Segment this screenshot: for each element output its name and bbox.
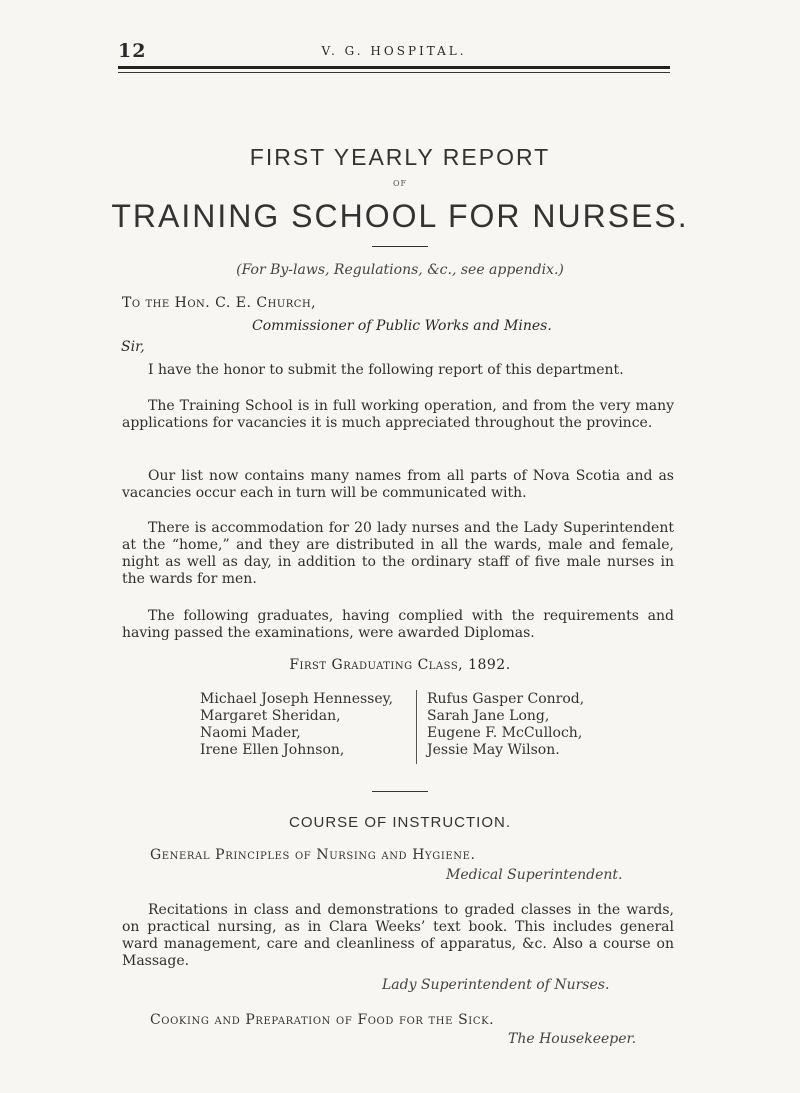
addressee: To the Hon. C. E. Church,	[122, 295, 317, 311]
page-header	[118, 40, 670, 64]
course-section-heading: Cooking and Preparation of Food for the Sick.	[150, 1012, 495, 1028]
course-section-heading: General Principles of Nursing and Hygiene.	[150, 847, 476, 863]
graduate-name: Jessie May Wilson.	[427, 742, 560, 758]
salutation: Sir,	[121, 339, 145, 355]
graduate-name: Naomi Mader,	[200, 725, 301, 741]
paragraph: The Training School is in full working operation, and from the very many applications for vacancies it is much appreciated throughout the province.	[122, 398, 674, 431]
column-divider	[416, 690, 417, 764]
graduate-name: Eugene F. McCulloch,	[427, 725, 583, 741]
graduate-name: Margaret Sheridan,	[200, 708, 341, 724]
graduate-name: Rufus Gasper Conrod,	[427, 691, 585, 707]
section-divider	[372, 791, 428, 792]
graduate-name: Irene Ellen Johnson,	[200, 742, 345, 758]
course-heading: COURSE OF INSTRUCTION.	[288, 814, 511, 831]
course-section-text: Recitations in class and demonstrations to graded classes in the wards, on practical nursing, as in Clara Weeks’ text book. This includes general ward management, care and cleanliness of apparatus, &c. Also a course on Massage.	[122, 902, 674, 969]
page-number: 12	[118, 40, 147, 62]
course-section-instructor: The Housekeeper.	[508, 1031, 637, 1047]
course-section-instructor: Lady Superintendent of Nurses.	[382, 977, 610, 993]
header-rule-thin	[118, 72, 670, 73]
paragraph: Our list now contains many names from all parts of Nova Scotia and as vacancies occur each in turn will be communicated with.	[122, 468, 674, 501]
report-title-line2: TRAINING SCHOOL FOR NURSES.	[111, 198, 689, 234]
report-title-line1: FIRST YEARLY REPORT	[249, 144, 551, 170]
title-divider	[372, 246, 428, 247]
paragraph: There is accommodation for 20 lady nurses and the Lady Superintendent at the “home,” and they are distributed in all the wards, male and female, night as well as day, in addition to the ordinary staff of five male nurses in the wards for men.	[122, 520, 674, 587]
graduates-left-column	[200, 691, 412, 759]
addressee-title: Commissioner of Public Works and Mines.	[252, 318, 552, 334]
graduate-name: Sarah Jane Long,	[427, 708, 550, 724]
graduates-right-column	[427, 691, 627, 759]
paragraph: I have the honor to submit the following report of this department.	[148, 362, 624, 378]
graduating-class-heading: First Graduating Class, 1892.	[289, 657, 511, 673]
course-section-instructor: Medical Superintendent.	[446, 867, 623, 883]
graduate-name: Michael Joseph Hennessey,	[200, 691, 394, 707]
paragraph: The following graduates, having complied with the requirements and having passed the examinations, were awarded Diplomas.	[122, 608, 674, 641]
subtitle-note: (For By-laws, Regulations, &c., see appendix.)	[236, 262, 564, 278]
running-head: V. G. HOSPITAL.	[321, 44, 467, 58]
header-rule-thick	[118, 66, 670, 69]
report-title-of: OF	[392, 179, 408, 188]
